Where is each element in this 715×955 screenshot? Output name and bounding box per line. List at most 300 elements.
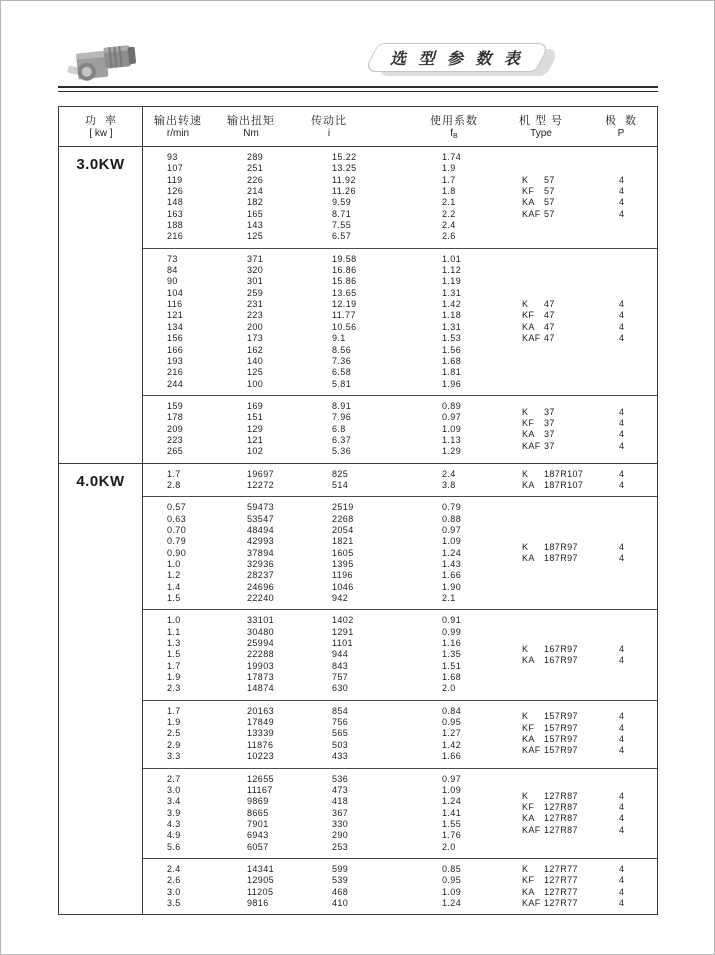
factor-value: 1.90 — [442, 581, 462, 592]
type-row — [522, 723, 657, 734]
factor-value: 0.95 — [442, 875, 462, 886]
speed-value: 159 — [167, 400, 184, 411]
speed-value: 265 — [167, 446, 184, 457]
numeric-rows — [167, 864, 522, 909]
factor-value: 1.24 — [442, 796, 462, 807]
model-code: 37 — [544, 440, 555, 451]
factor-value: 0.79 — [442, 502, 462, 513]
ratio-value: 854 — [332, 705, 349, 716]
model-prefix: KAF — [522, 333, 541, 344]
model-code: 127R87 — [544, 790, 578, 801]
ratio-value: 944 — [332, 649, 349, 660]
torque-value: 6943 — [247, 830, 269, 841]
ratio-value: 16.86 — [332, 265, 357, 276]
type-row — [522, 711, 657, 722]
speed-value: 148 — [167, 197, 184, 208]
type-stack — [522, 401, 657, 458]
model-prefix: KA — [522, 197, 535, 208]
speed-value: 1.7 — [167, 660, 181, 671]
model-prefix: K — [522, 406, 529, 417]
model-code: 127R87 — [544, 824, 578, 835]
model-code: 157R97 — [544, 711, 578, 722]
model-code: 157R97 — [544, 734, 578, 745]
factor-value: 0.84 — [442, 705, 462, 716]
type-stack — [522, 774, 657, 853]
type-row — [522, 186, 657, 197]
model-code: 187R107 — [544, 468, 584, 479]
banner-face — [363, 43, 550, 72]
model-code: 47 — [544, 310, 555, 321]
poles-value: 4 — [619, 897, 625, 908]
poles-value: 4 — [619, 429, 625, 440]
gearmotor-image — [65, 39, 141, 87]
model-code: 127R77 — [544, 863, 578, 874]
speed-value: 188 — [167, 220, 184, 231]
type-row — [522, 209, 657, 220]
type-stack — [522, 152, 657, 243]
ratio-value: 942 — [332, 593, 349, 604]
speed-value: 126 — [167, 186, 184, 197]
factor-value: 1.41 — [442, 807, 462, 818]
factor-value: 1.09 — [442, 886, 462, 897]
poles-value: 4 — [619, 417, 625, 428]
poles-value: 4 — [619, 863, 625, 874]
data-block — [143, 700, 657, 768]
type-row — [522, 441, 657, 452]
model-prefix: K — [522, 863, 529, 874]
poles-value: 4 — [619, 813, 625, 824]
ratio-value: 9.1 — [332, 333, 346, 344]
model-prefix: KA — [522, 655, 535, 666]
type-row — [522, 407, 657, 418]
speed-value: 2.6 — [167, 875, 181, 886]
model-prefix: KA — [522, 321, 535, 332]
factor-value: 1.09 — [442, 536, 462, 547]
type-row — [522, 429, 657, 440]
ratio-value: 253 — [332, 841, 349, 852]
poles-value: 4 — [619, 875, 625, 886]
speed-value: 1.4 — [167, 581, 181, 592]
numeric-rows — [167, 254, 522, 390]
speed-value: 3.4 — [167, 796, 181, 807]
factor-value: 1.35 — [442, 649, 462, 660]
model-prefix: KF — [522, 801, 535, 812]
factor-value: 1.24 — [442, 547, 462, 558]
speed-value: 0.70 — [167, 524, 187, 535]
ratio-value: 6.37 — [332, 434, 352, 445]
factor-value: 1.56 — [442, 344, 462, 355]
ratio-value: 825 — [332, 468, 349, 479]
torque-value: 251 — [247, 163, 264, 174]
model-code: 57 — [544, 208, 555, 219]
ratio-value: 756 — [332, 717, 349, 728]
torque-value: 102 — [247, 446, 264, 457]
model-code: 167R97 — [544, 655, 578, 666]
torque-value: 22240 — [247, 593, 275, 604]
numeric-rows — [167, 706, 522, 763]
data-block — [143, 609, 657, 699]
poles-value: 4 — [619, 655, 625, 666]
ratio-value: 10.56 — [332, 321, 357, 332]
ratio-value: 418 — [332, 796, 349, 807]
type-stack — [522, 864, 657, 909]
ratio-value: 11.26 — [332, 186, 356, 197]
torque-value: 24696 — [247, 581, 275, 592]
model-prefix: KF — [522, 722, 535, 733]
torque-value: 37894 — [247, 547, 275, 558]
speed-value: 163 — [167, 208, 184, 219]
torque-value: 19903 — [247, 660, 275, 671]
factor-value: 1.43 — [442, 559, 462, 569]
model-code: 57 — [544, 197, 555, 208]
speed-value: 3.5 — [167, 897, 181, 908]
type-row — [522, 644, 657, 655]
ratio-value: 503 — [332, 739, 349, 750]
torque-value: 9816 — [247, 897, 269, 908]
speed-value: 107 — [167, 163, 184, 174]
ratio-value: 514 — [332, 479, 349, 490]
section-blocks — [143, 147, 657, 463]
speed-value: 73 — [167, 253, 178, 264]
type-header-zh: 机 型 号 — [518, 115, 564, 127]
ratio-value: 1821 — [332, 536, 354, 547]
poles-value: 4 — [619, 790, 625, 801]
torque-value: 19697 — [247, 468, 275, 479]
type-row — [522, 299, 657, 310]
model-prefix: K — [522, 790, 529, 801]
factor-value: 1.74 — [442, 152, 462, 162]
torque-value: 12905 — [247, 875, 275, 886]
model-code: 57 — [544, 186, 555, 197]
model-prefix: K — [522, 299, 529, 310]
ratio-value: 630 — [332, 683, 349, 694]
torque-value: 28237 — [247, 570, 275, 581]
factor-value: 1.16 — [442, 638, 462, 649]
torque-value: 33101 — [247, 615, 275, 626]
factor-value: 1.51 — [442, 660, 462, 671]
torque-value: 371 — [247, 253, 264, 264]
torque-value: 214 — [247, 186, 264, 197]
ratio-header-unit: i — [327, 128, 331, 139]
torque-value: 11167 — [247, 784, 273, 795]
model-prefix: KAF — [522, 745, 541, 756]
ratio-value: 1402 — [332, 615, 354, 626]
torque-value: 169 — [247, 400, 264, 411]
factor-value: 0.99 — [442, 626, 462, 637]
ratio-value: 433 — [332, 751, 349, 762]
type-row — [522, 542, 657, 553]
ratio-value: 1101 — [332, 638, 353, 649]
speed-value: 116 — [167, 299, 183, 310]
poles-value: 4 — [619, 174, 625, 185]
factor-header-zh: 使用系数 — [430, 115, 478, 127]
speed-value: 4.3 — [167, 818, 181, 829]
type-row — [522, 813, 657, 824]
speed-value: 0.79 — [167, 536, 187, 547]
torque-value: 53547 — [247, 513, 275, 524]
torque-header-zh: 输出扭矩 — [227, 115, 275, 127]
ratio-value: 1196 — [332, 570, 353, 581]
factor-value: 0.89 — [442, 400, 462, 411]
type-row — [522, 802, 657, 813]
ratio-value: 330 — [332, 818, 349, 829]
poles-value: 4 — [619, 186, 625, 197]
factor-value: 2.4 — [442, 468, 456, 479]
ratio-value: 1395 — [332, 559, 354, 569]
torque-value: 7901 — [247, 818, 269, 829]
poles-value: 4 — [619, 333, 625, 344]
type-row — [522, 175, 657, 186]
factor-value: 1.7 — [442, 174, 456, 185]
factor-value: 1.09 — [442, 784, 462, 795]
factor-value: 2.6 — [442, 231, 456, 242]
torque-value: 20163 — [247, 705, 275, 716]
speed-value: 1.7 — [167, 468, 181, 479]
speed-value: 216 — [167, 367, 184, 378]
ratio-value: 9.59 — [332, 197, 352, 208]
poles-value: 4 — [619, 886, 625, 897]
poles-header-unit: P — [617, 128, 625, 139]
poles-value: 4 — [619, 541, 625, 552]
speed-value: 3.3 — [167, 751, 181, 762]
speed-value: 134 — [167, 321, 184, 332]
numeric-rows — [167, 774, 522, 853]
torque-value: 17873 — [247, 672, 275, 683]
speed-value: 223 — [167, 434, 184, 445]
factor-value: 1.55 — [442, 818, 462, 829]
speed-value: 1.9 — [167, 717, 181, 728]
factor-header-unit: $f_B$ — [450, 128, 458, 140]
factor-value: 0.88 — [442, 513, 462, 524]
ratio-value: 19.58 — [332, 253, 357, 264]
table-section — [59, 463, 657, 915]
ratio-value: 1291 — [332, 626, 354, 637]
model-prefix: KF — [522, 310, 535, 321]
numeric-rows — [167, 615, 522, 694]
page-title-banner — [369, 43, 561, 77]
speed-value: 2.8 — [167, 479, 181, 490]
speed-value: 244 — [167, 378, 184, 389]
torque-value: 8665 — [247, 807, 269, 818]
speed-value: 216 — [167, 231, 184, 242]
torque-value: 125 — [247, 367, 264, 378]
ratio-value: 11.92 — [332, 174, 356, 185]
torque-value: 13339 — [247, 728, 275, 739]
factor-value: 1.68 — [442, 672, 462, 683]
factor-value: 2.1 — [442, 197, 456, 208]
model-code: 157R97 — [544, 745, 578, 756]
ratio-value: 15.86 — [332, 276, 357, 287]
ratio-value: 13.25 — [332, 163, 357, 174]
factor-value: 1.66 — [442, 751, 462, 762]
factor-value: 2.0 — [442, 841, 456, 852]
ratio-value: 2054 — [332, 524, 354, 535]
factor-value: 1.24 — [442, 897, 462, 908]
factor-value: 2.0 — [442, 683, 456, 694]
ratio-value: 8.56 — [332, 344, 352, 355]
model-code: 187R97 — [544, 553, 578, 564]
factor-value: 1.29 — [442, 446, 462, 457]
torque-value: 200 — [247, 321, 264, 332]
data-block — [143, 496, 657, 609]
power-header-zh: 功 率 — [84, 115, 118, 127]
torque-value: 289 — [247, 152, 264, 162]
factor-value: 1.27 — [442, 728, 462, 739]
factor-value: 1.18 — [442, 310, 462, 321]
speed-value: 84 — [167, 265, 178, 276]
torque-header-unit: Nm — [243, 128, 259, 139]
model-prefix: KA — [522, 886, 535, 897]
ratio-value: 539 — [332, 875, 349, 886]
factor-value: 0.97 — [442, 524, 462, 535]
torque-value: 11205 — [247, 886, 274, 897]
speed-value: 1.9 — [167, 672, 181, 683]
model-code: 157R97 — [544, 722, 578, 733]
poles-value: 4 — [619, 643, 625, 654]
model-prefix: K — [522, 643, 529, 654]
model-code: 47 — [544, 299, 555, 310]
data-block — [143, 147, 657, 248]
speed-value: 5.6 — [167, 841, 181, 852]
factor-value: 1.53 — [442, 333, 462, 344]
factor-value: 1.8 — [442, 186, 456, 197]
speed-value: 0.90 — [167, 547, 187, 558]
speed-value: 2.7 — [167, 773, 181, 784]
model-code: 37 — [544, 429, 555, 440]
ratio-value: 410 — [332, 897, 349, 908]
model-prefix: KAF — [522, 208, 541, 219]
speed-value: 1.0 — [167, 615, 181, 626]
torque-value: 301 — [247, 276, 264, 287]
speed-value: 0.63 — [167, 513, 187, 524]
model-code: 127R77 — [544, 875, 578, 886]
model-code: 127R77 — [544, 897, 578, 908]
factor-value: 1.68 — [442, 355, 462, 366]
poles-value: 4 — [619, 745, 625, 756]
torque-value: 182 — [247, 197, 264, 208]
speed-value: 166 — [167, 344, 184, 355]
model-prefix: KF — [522, 875, 535, 886]
torque-value: 173 — [247, 333, 264, 344]
type-stack — [522, 706, 657, 763]
selection-parameter-table — [58, 106, 658, 915]
speed-value: 1.7 — [167, 705, 181, 716]
type-row — [522, 791, 657, 802]
torque-value: 259 — [247, 287, 264, 298]
factor-value: 3.8 — [442, 479, 456, 490]
poles-header-zh: 极 数 — [604, 115, 638, 127]
factor-value: 1.42 — [442, 739, 462, 750]
speed-value: 0.57 — [167, 502, 187, 513]
model-code: 127R87 — [544, 801, 578, 812]
ratio-value: 7.36 — [332, 355, 352, 366]
ratio-value: 468 — [332, 886, 349, 897]
speed-value: 2.9 — [167, 739, 181, 750]
torque-value: 12272 — [247, 479, 275, 490]
model-prefix: KA — [522, 553, 535, 564]
speed-value: 209 — [167, 423, 184, 434]
speed-value: 1.3 — [167, 638, 181, 649]
poles-value: 4 — [619, 310, 625, 321]
factor-value: 1.01 — [442, 253, 462, 264]
data-block — [143, 768, 657, 858]
data-block — [143, 248, 657, 395]
data-block — [143, 464, 657, 497]
numeric-rows — [167, 469, 522, 492]
factor-value: 1.09 — [442, 423, 462, 434]
factor-value: 1.31 — [442, 287, 462, 298]
ratio-value: 757 — [332, 672, 349, 683]
gearmotor-photo — [65, 39, 141, 92]
torque-value: 129 — [247, 423, 264, 434]
torque-value: 17849 — [247, 717, 275, 728]
model-prefix: KAF — [522, 897, 541, 908]
factor-value: 1.42 — [442, 299, 462, 310]
factor-value: 0.97 — [442, 412, 462, 423]
poles-value: 4 — [619, 734, 625, 745]
model-code: 47 — [544, 321, 555, 332]
type-row — [522, 825, 657, 836]
ratio-value: 843 — [332, 660, 349, 671]
type-row — [522, 469, 657, 480]
poles-value: 4 — [619, 440, 625, 451]
poles-value: 4 — [619, 824, 625, 835]
factor-value: 0.97 — [442, 773, 462, 784]
ratio-header-zh: 传动比 — [311, 115, 347, 127]
torque-value: 6057 — [247, 841, 269, 852]
model-code: 187R97 — [544, 541, 578, 552]
factor-value: 0.85 — [442, 863, 462, 874]
ratio-value: 6.8 — [332, 423, 346, 434]
type-row — [522, 480, 657, 491]
torque-value: 42993 — [247, 536, 275, 547]
type-row — [522, 864, 657, 875]
poles-value: 4 — [619, 321, 625, 332]
speed-value: 1.5 — [167, 649, 181, 660]
poles-value: 4 — [619, 197, 625, 208]
factor-value: 1.9 — [442, 163, 456, 174]
speed-value: 119 — [167, 174, 183, 185]
type-row — [522, 322, 657, 333]
torque-value: 32936 — [247, 559, 275, 569]
type-stack — [522, 469, 657, 492]
factor-value: 1.31 — [442, 321, 462, 332]
model-prefix: KAF — [522, 440, 541, 451]
power-label: 4.0KW — [59, 464, 143, 915]
numeric-rows — [167, 152, 522, 243]
model-prefix: K — [522, 468, 529, 479]
ratio-value: 290 — [332, 830, 349, 841]
model-prefix: K — [522, 541, 529, 552]
torque-value: 25994 — [247, 638, 275, 649]
model-code: 37 — [544, 417, 555, 428]
speed-value: 4.9 — [167, 830, 181, 841]
type-header-unit: Type — [530, 128, 552, 139]
speed-value: 1.0 — [167, 559, 181, 569]
model-code: 187R107 — [544, 479, 584, 490]
torque-value: 165 — [247, 208, 264, 219]
torque-value: 223 — [247, 310, 264, 321]
ratio-value: 15.22 — [332, 152, 357, 162]
model-prefix: KF — [522, 186, 535, 197]
ratio-value: 2268 — [332, 513, 354, 524]
torque-value: 10223 — [247, 751, 275, 762]
model-prefix: KA — [522, 813, 535, 824]
type-row — [522, 310, 657, 321]
page-title: 选 型 参 数 表 — [390, 51, 524, 68]
torque-value: 30480 — [247, 626, 275, 637]
ratio-value: 5.81 — [332, 378, 352, 389]
